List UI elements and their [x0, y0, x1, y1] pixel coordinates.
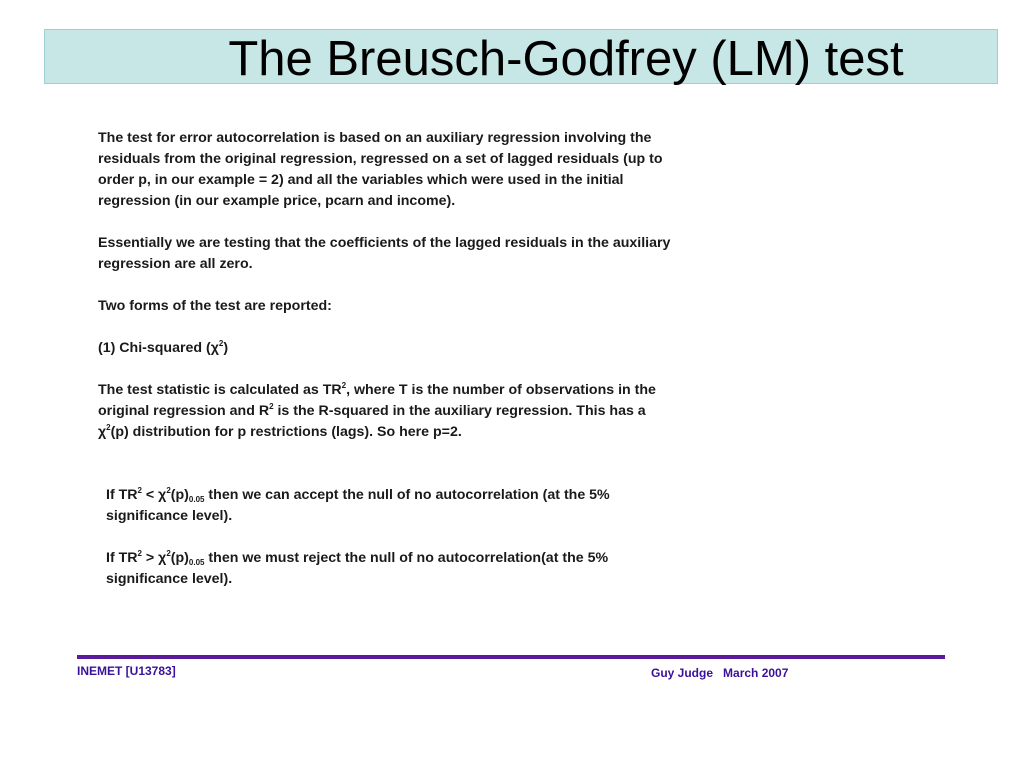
paragraph-essentially — [98, 233, 838, 275]
subscript: 0.05 — [188, 558, 205, 567]
footer-divider — [77, 655, 945, 659]
text-fragment: is the R-squared in the auxiliary regression. This has a — [273, 403, 646, 419]
chi-symbol: χ — [158, 550, 167, 566]
paragraph-test-statistic — [98, 380, 838, 443]
footer-date: March 2007 — [723, 666, 789, 680]
rule-accept — [106, 485, 806, 527]
text-line — [98, 422, 838, 443]
text-fragment: then we can accept the null of no autocorrelation (at the 5% — [204, 487, 610, 503]
chi-symbol: χ — [210, 340, 219, 356]
text-line — [106, 548, 806, 569]
text-fragment: If TR — [106, 487, 138, 503]
text-fragment: The test statistic is calculated as TR — [98, 382, 342, 398]
superscript: 2 — [218, 339, 224, 348]
text-line: The test for error autocorrelation is based on an auxiliary regression involving the — [98, 130, 652, 146]
text-line: order p, in our example = 2) and all the variables which were used in the initial — [98, 172, 624, 188]
text-line — [98, 338, 838, 359]
text-line — [106, 485, 806, 506]
chi-symbol: χ — [158, 487, 167, 503]
subscript: 0.05 — [188, 495, 205, 504]
paragraph-two-forms — [98, 296, 838, 317]
text-fragment: then we must reject the null of no autocorrelation(at the 5% — [204, 550, 609, 566]
footer-course-code: INEMET [U13783] — [77, 664, 176, 678]
text-line: Essentially we are testing that the coefficients of the lagged residuals in the auxiliary — [98, 235, 671, 251]
superscript: 2 — [166, 549, 171, 558]
chi-symbol: χ — [98, 424, 107, 440]
footer-author-date — [651, 666, 788, 680]
text-fragment: < — [141, 487, 159, 503]
superscript: 2 — [106, 423, 111, 432]
slide-body — [98, 128, 838, 464]
superscript: 2 — [137, 549, 142, 558]
superscript: 2 — [166, 486, 171, 495]
superscript: 2 — [137, 486, 142, 495]
text-line — [98, 401, 838, 422]
superscript: 2 — [341, 381, 347, 390]
text-line: regression (in our example price, pcarn and income). — [98, 193, 456, 209]
text-line: significance level). — [106, 508, 233, 524]
superscript: 2 — [269, 402, 274, 411]
paragraph-chi-squared-heading — [98, 338, 838, 359]
rule-reject — [106, 548, 806, 590]
title-bar — [44, 29, 998, 84]
text-fragment: (1) Chi-squared ( — [98, 340, 211, 356]
footer-author: Guy Judge — [651, 666, 714, 680]
text-line: Two forms of the test are reported: — [98, 298, 332, 314]
text-line: regression are all zero. — [98, 256, 253, 272]
text-fragment: , where T is the number of observations in the — [346, 382, 656, 398]
slide-title: The Breusch-Godfrey (LM) test — [228, 32, 904, 86]
text-line: residuals from the original regression, regressed on a set of lagged residuals (up to — [98, 151, 663, 167]
text-fragment: (p) — [170, 550, 189, 566]
text-fragment: (p) distribution for p restrictions (lags). So here p=2. — [110, 424, 462, 440]
text-line: significance level). — [106, 571, 233, 587]
text-line — [98, 380, 838, 401]
paragraph-intro — [98, 128, 838, 212]
text-fragment: original regression and R — [98, 403, 270, 419]
text-fragment: ) — [223, 340, 229, 356]
decision-rules — [106, 485, 806, 611]
text-fragment: If TR — [106, 550, 138, 566]
text-fragment: > — [141, 550, 159, 566]
text-fragment: (p) — [170, 487, 189, 503]
